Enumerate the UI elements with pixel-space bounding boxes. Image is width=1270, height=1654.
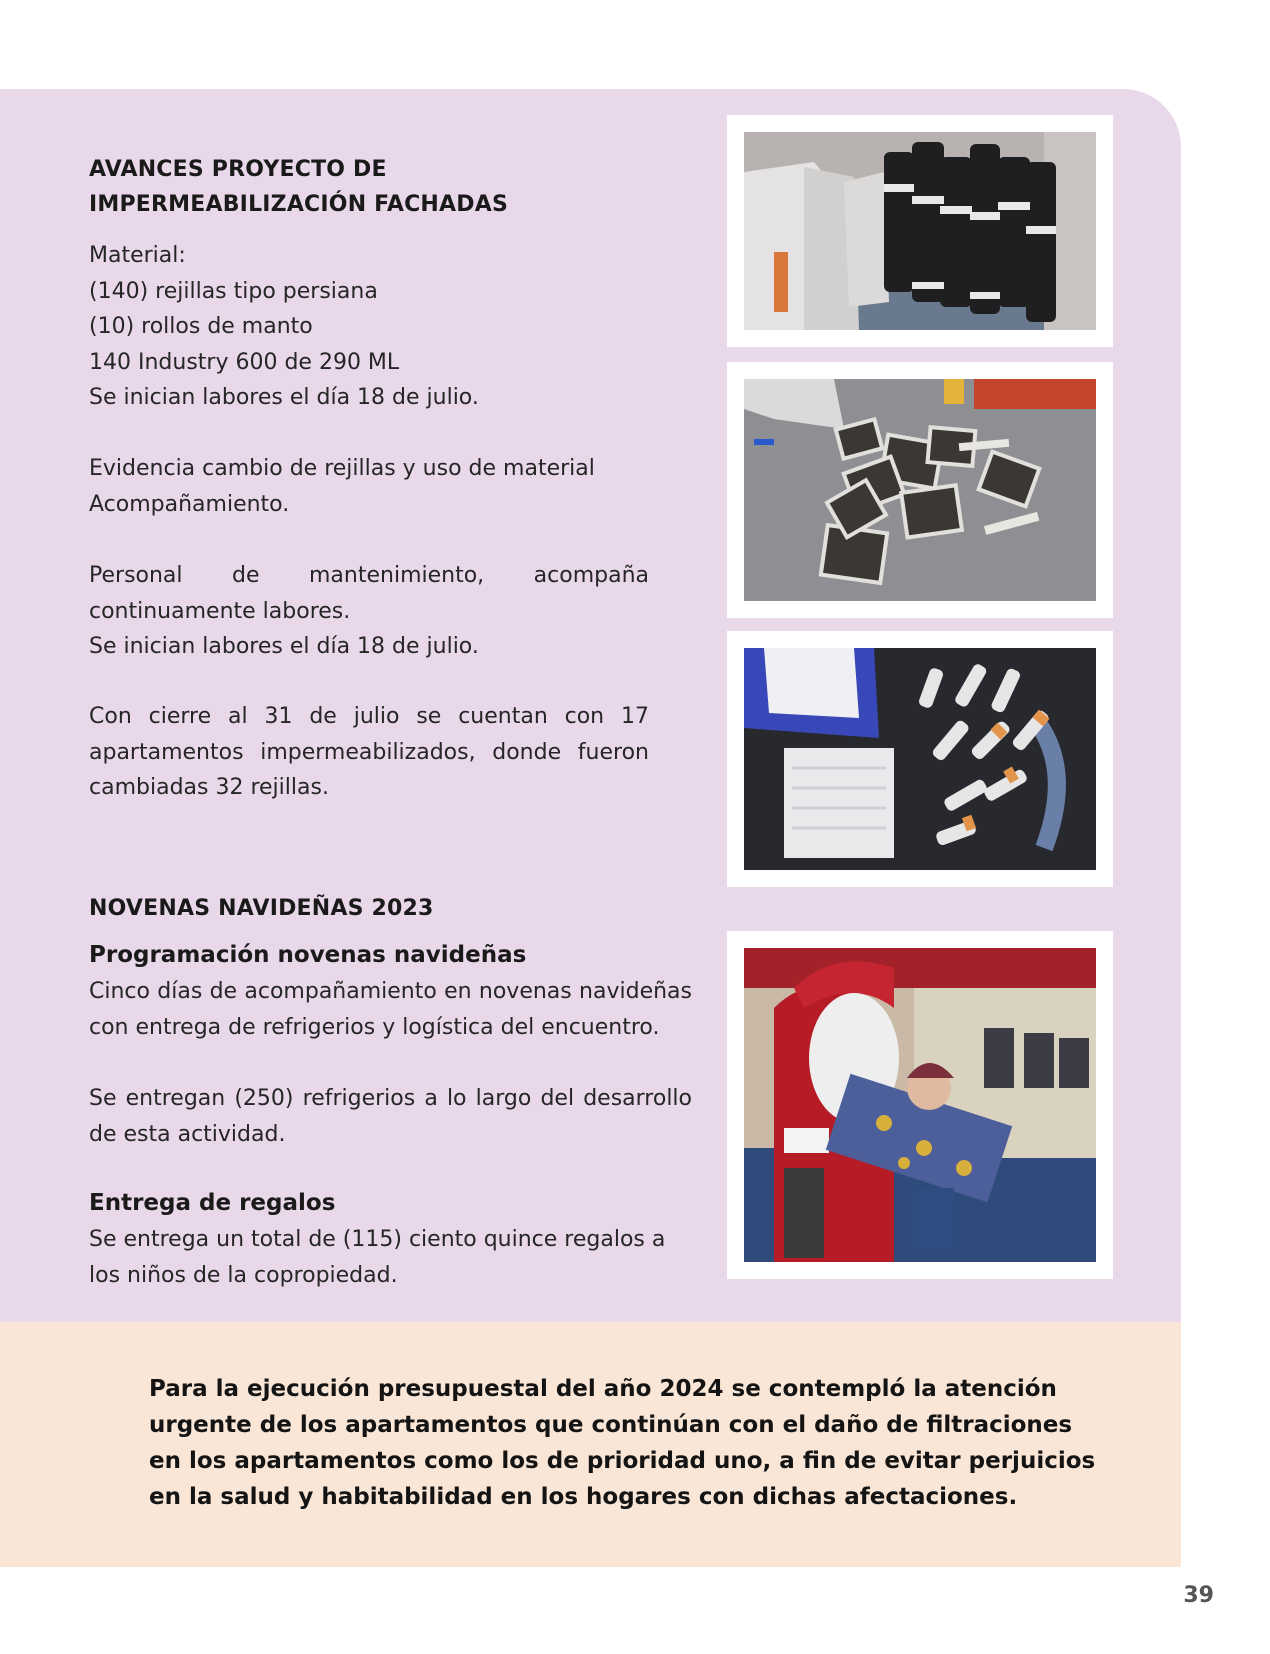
- material-list: [89, 238, 649, 416]
- photo-frame-supplies: [727, 631, 1113, 887]
- section-title-novenas: NOVENAS NAVIDEÑAS 2023: [89, 896, 434, 921]
- photo-gift-delivery: [744, 948, 1096, 1262]
- refrigerios-paragraph: Se entregan (250) refrigerios a lo largo del desarrollo de esta actividad.: [89, 1086, 692, 1147]
- section-title-impermeabilizacion: [89, 152, 508, 222]
- closing-paragraph: Con cierre al 31 de julio se cuentan con 17 apartamentos impermeabilizados, donde fueron cambiadas 32 rejillas.: [89, 704, 649, 800]
- staff-paragraph: Personal de mantenimiento, acompaña continuamente labores.: [89, 563, 649, 624]
- title-line: AVANCES PROYECTO DE: [89, 157, 387, 182]
- photo-frame-christmas: [727, 931, 1113, 1279]
- evidence-line: Acompañamiento.: [89, 491, 290, 517]
- regalos-paragraph: Se entrega un total de (115) ciento quince regalos a los niños de la copropiedad.: [89, 1227, 666, 1288]
- subtitle-programacion: Programación novenas navideñas: [89, 942, 527, 968]
- novenas-paragraph: Cinco días de acompañamiento en novenas navideñas con entrega de refrigerios y logística del encuentro.: [89, 979, 692, 1040]
- evidence-line: Evidencia cambio de rejillas y uso de material: [89, 456, 595, 481]
- material-line: (10) rollos de manto: [89, 314, 313, 339]
- material-line: 140 Industry 600 de 290 ML: [89, 349, 400, 375]
- subtitle-regalos: Entrega de regalos: [89, 1190, 336, 1216]
- material-line: (140) rejillas tipo persiana: [89, 278, 378, 304]
- photo-supplies-sealant: [744, 648, 1096, 870]
- title-line: IMPERMEABILIZACIÓN FACHADAS: [89, 192, 509, 217]
- note-line: Para la ejecución presupuestal del año 2024 se contempló la atención: [149, 1376, 1057, 1402]
- note-line: en la salud y habitabilidad en los hogares con dichas afectaciones.: [149, 1484, 1018, 1510]
- evidence-text: [89, 451, 649, 522]
- material-line: Se inician labores el día 18 de julio.: [89, 385, 479, 410]
- budget-note: [149, 1371, 1096, 1515]
- start-line: Se inician labores el día 18 de julio.: [89, 634, 479, 659]
- material-line: Material:: [89, 243, 186, 268]
- photo-material-rolls: [744, 132, 1096, 330]
- photo-replaced-grilles: [744, 379, 1096, 601]
- photo-frame-rolls: [727, 115, 1113, 347]
- page-number: 39: [1183, 1583, 1214, 1608]
- note-line: urgente de los apartamentos que continúan con el daño de filtraciones: [149, 1412, 1073, 1438]
- note-line: en los apartamentos como los de prioridad uno, a fin de evitar perjuicios: [149, 1448, 1096, 1474]
- photo-frame-grilles: [727, 362, 1113, 618]
